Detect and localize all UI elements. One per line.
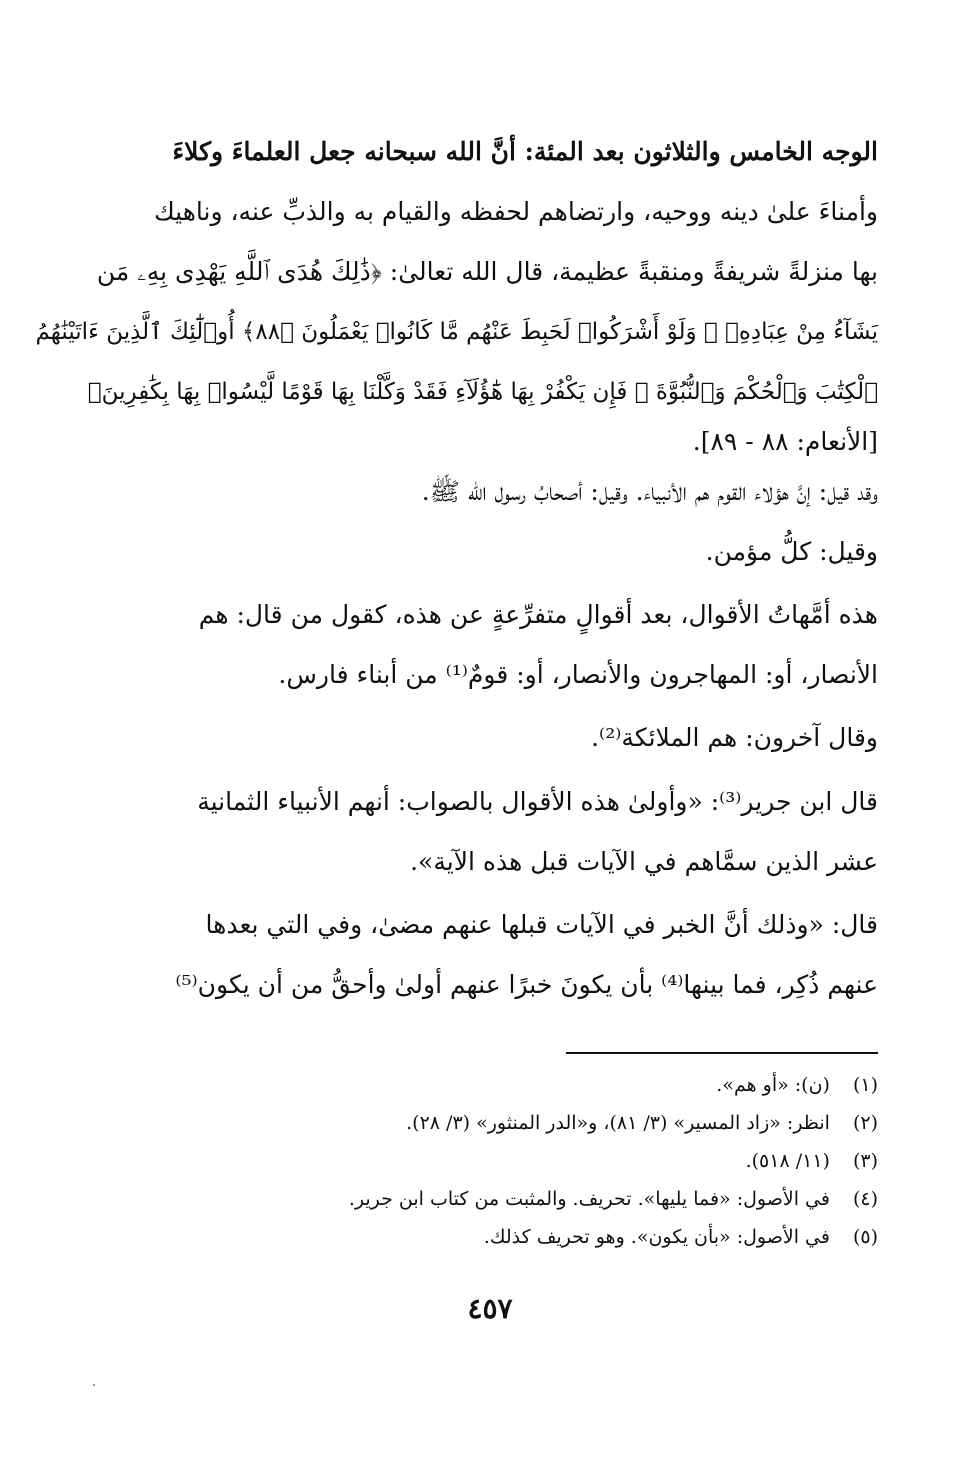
footnote-text: (ن): «أو هم». (716, 1074, 830, 1096)
quran-verse-line-1: يَشَآءُ مِنْ عِبَادِهِۦ ۚ وَلَوْ أَشْرَكُوا۟ لَحَبِطَ عَنْهُم مَّا كَانُوا۟ يَعْمَلُونَ ﴿٨٨﴾ أُو۟لَٰٓئِكَ ٱلَّذِينَ ءَاتَيْنَٰهُمُ (35, 319, 878, 345)
paragraph-4 (118, 708, 878, 768)
paragraph-3-line-2: الأنصار، أو: المهاجرون والأنصار، أو: قومٌ⁽¹⁾ من أبناء فارس. (278, 660, 878, 689)
paragraph-2 (118, 462, 878, 582)
paragraph-2-line-1: وقد قيل: إنَّ هؤلاء القوم هم الأنبياء. وقيل: أصحابُ رسول الله ﷺ. (421, 477, 878, 506)
paragraph-3-line-1: هذه أمَّهاتُ الأقوال، بعد أقوالٍ متفرِّعةٍ عن هذه، كقول من قال: هم (198, 600, 878, 629)
page-number: ٤٥٧ (467, 1292, 513, 1325)
footnote-3 (118, 1142, 878, 1180)
footnote-2 (118, 1104, 878, 1142)
scan-speck (93, 1384, 95, 1386)
footnote-5 (118, 1218, 878, 1256)
footnote-number: (١) (852, 1074, 878, 1096)
paragraph-5-line-1: قال ابن جرير⁽³⁾: «وأولىٰ هذه الأقوال بالصواب: أنهم الأنبياء الثمانية (197, 787, 878, 816)
footnote-4 (118, 1180, 878, 1218)
footnote-text: في الأصول: «بأن يكون». وهو تحريف كذلك. (483, 1226, 830, 1248)
footnote-number: (٤) (852, 1188, 878, 1210)
footnote-number: (٣) (852, 1150, 878, 1172)
paragraph-1-line-2: وأمناءَ علىٰ دينه ووحيه، وارتضاهم لحفظه والقيام به والذبِّ عنه، وناهيك (154, 197, 878, 226)
footnote-text: انظر: «زاد المسير» (٣/ ٨١)، و«الدر المنثور» (٣/ ٢٨). (406, 1112, 830, 1134)
paragraph-1 (35, 122, 878, 462)
paragraph-1-line-3: بها منزلةً شريفةً ومنقبةً عظيمة، قال الله تعالىٰ: ﴿ذَٰلِكَ هُدَى ٱللَّهِ يَهْدِى بِهِۦ مَن (96, 257, 878, 286)
paragraph-4-line-1: وقال آخرون: هم الملائكة⁽²⁾. (591, 723, 878, 752)
footnote-1 (118, 1066, 878, 1104)
paragraph-1-line-1: الوجه الخامس والثلاثون بعد المئة: أنَّ الله سبحانه جعل العلماءَ وكلاءَ (172, 137, 878, 166)
footnote-number: (٢) (852, 1112, 878, 1134)
footnote-number: (٥) (852, 1226, 878, 1248)
quran-verse-line-2: ٱلْكِتَٰبَ وَٱلْحُكْمَ وَٱلنُّبُوَّةَ ۚ فَإِن يَكْفُرْ بِهَا هَٰٓؤُلَآءِ فَقَدْ وَكَّلْنَا بِهَا قَوْمًا لَّيْسُوا۟ بِهَا بِكَٰفِرِينَ﴾ (87, 379, 878, 405)
paragraph-2-line-2: وقيل: كلُّ مؤمن. (705, 537, 878, 566)
paragraph-3 (118, 585, 878, 705)
paragraph-5 (118, 772, 878, 892)
paragraph-5-line-2: عشر الذين سمَّاهم في الآيات قبل هذه الآية». (410, 847, 878, 876)
footnote-text: (١١/ ٥١٨). (745, 1150, 830, 1172)
footnotes (118, 1066, 878, 1256)
paragraph-6-line-1: قال: «وذلك أنَّ الخبر في الآيات قبلها عنهم مضىٰ، وفي التي بعدها (205, 910, 878, 939)
verse-reference: [الأنعام: ٨٨ - ٨٩]. (692, 427, 878, 456)
footnote-divider (566, 1052, 878, 1054)
footnote-text: في الأصول: «فما يليها». تحريف. والمثبت من كتاب ابن جرير. (348, 1188, 830, 1210)
paragraph-6-line-2: عنهم ذُكِر، فما بينها⁽⁴⁾ بأن يكونَ خبرًا عنهم أولىٰ وأحقُّ من أن يكون⁽⁵⁾ (175, 970, 878, 999)
paragraph-6 (118, 895, 878, 1015)
